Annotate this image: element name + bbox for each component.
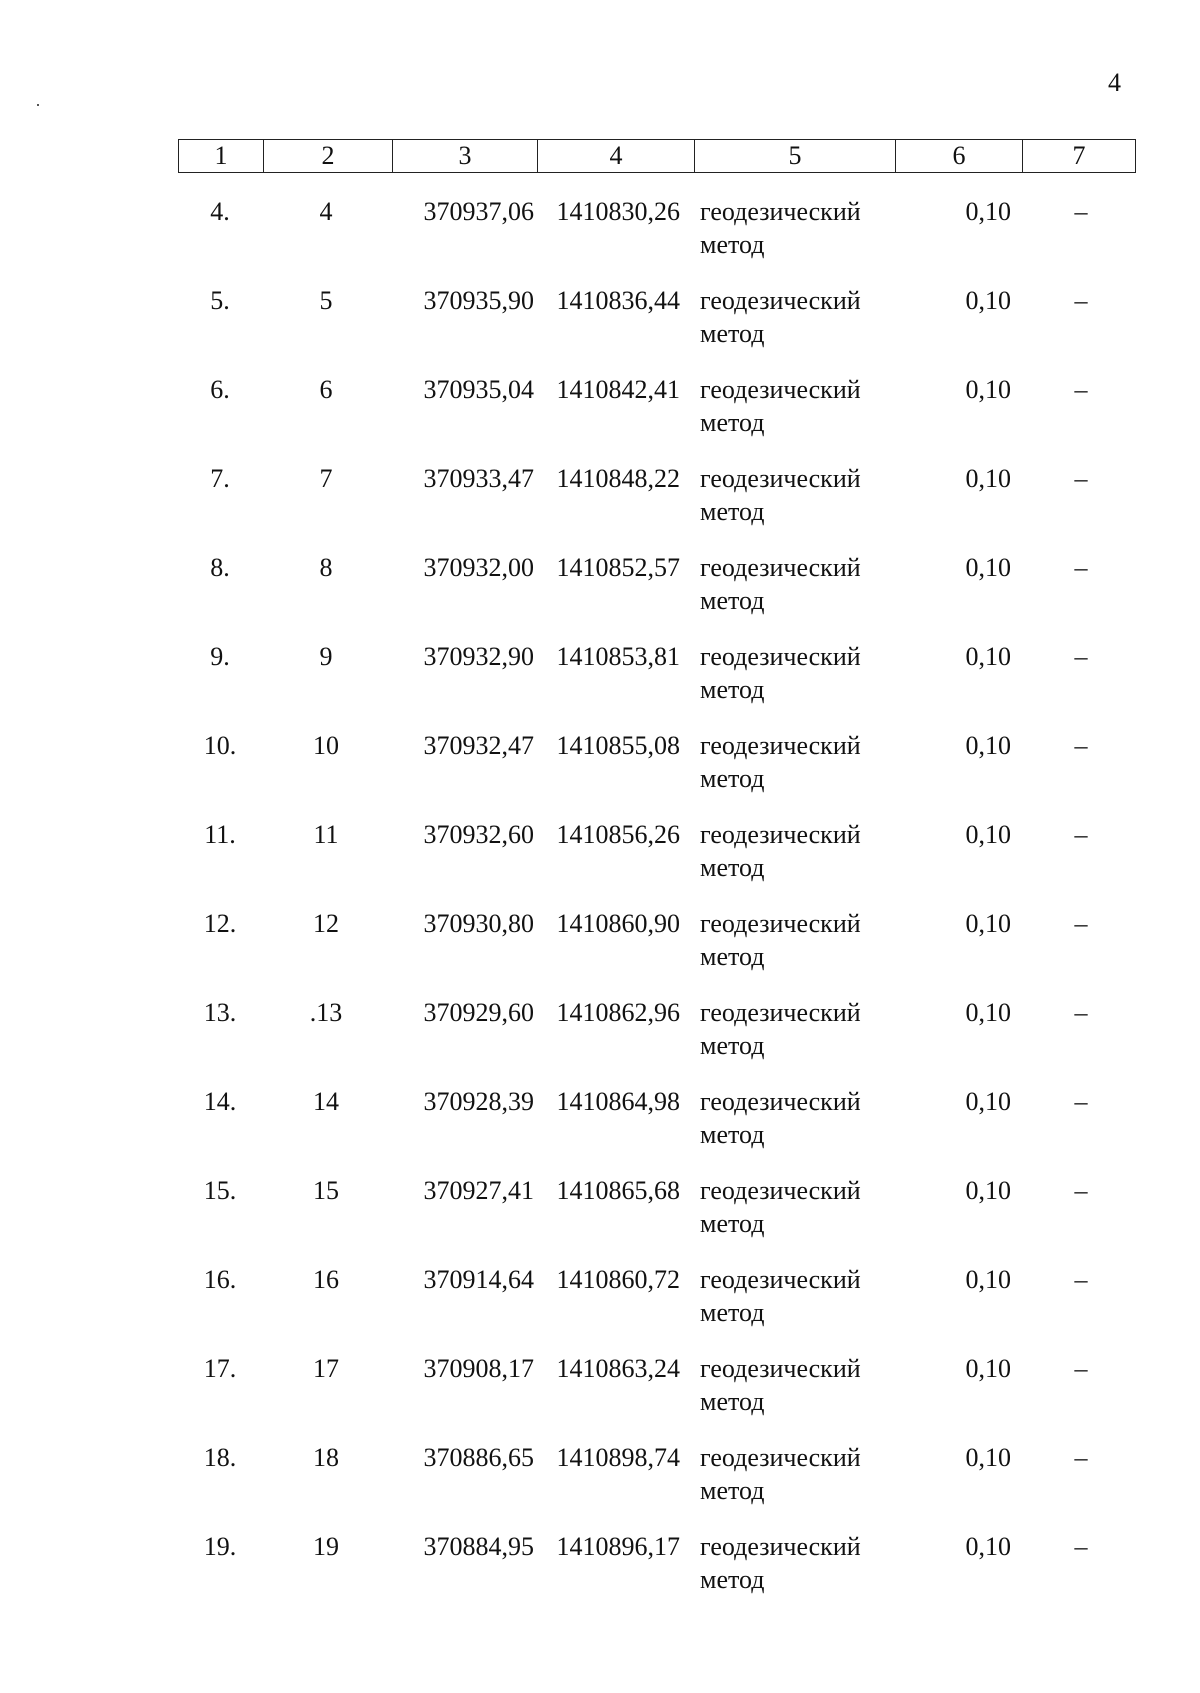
- row-number: 7.: [210, 464, 230, 493]
- accuracy-value: 0,10: [965, 464, 1011, 493]
- coordinate-x: 370933,47: [423, 464, 534, 493]
- note-cell: –: [1074, 1087, 1088, 1116]
- row-number: 16.: [203, 1265, 237, 1294]
- accuracy-value: 0,10: [965, 286, 1011, 315]
- note-cell: –: [1074, 553, 1088, 582]
- table-row: [0, 462, 1200, 551]
- coordinate-y: 1410848,22: [556, 464, 680, 493]
- accuracy-value: 0,10: [965, 375, 1011, 404]
- coordinate-y: 1410855,08: [556, 731, 680, 760]
- point-label: 5: [319, 286, 333, 315]
- coordinate-y: 1410856,26: [556, 820, 680, 849]
- row-number: 10.: [203, 731, 237, 760]
- note-cell: –: [1074, 1532, 1088, 1561]
- header-cell-7: 7: [1023, 140, 1136, 173]
- coordinate-x: 370886,65: [423, 1443, 534, 1472]
- row-number: 18.: [203, 1443, 237, 1472]
- coordinate-x: 370932,60: [423, 820, 534, 849]
- point-label: 16: [313, 1265, 339, 1294]
- point-label: 18: [313, 1443, 339, 1472]
- note-cell: –: [1074, 998, 1088, 1027]
- table-row: [0, 1352, 1200, 1441]
- coordinate-y: 1410836,44: [556, 286, 680, 315]
- coordinate-y: 1410860,72: [556, 1265, 680, 1294]
- header-cell-3: 3: [393, 140, 538, 173]
- coordinate-x: 370914,64: [423, 1265, 534, 1294]
- coordinate-y: 1410830,26: [556, 197, 680, 226]
- table-row: [0, 373, 1200, 462]
- column-number-header: [178, 139, 1136, 173]
- accuracy-value: 0,10: [965, 820, 1011, 849]
- note-cell: –: [1074, 197, 1088, 226]
- accuracy-value: 0,10: [965, 909, 1011, 938]
- row-number: 13.: [203, 998, 237, 1027]
- accuracy-value: 0,10: [965, 642, 1011, 671]
- coordinate-y: 1410842,41: [556, 375, 680, 404]
- note-cell: –: [1074, 642, 1088, 671]
- note-cell: –: [1074, 375, 1088, 404]
- header-cell-5: 5: [695, 140, 896, 173]
- determination-method: геодезический метод: [700, 553, 861, 615]
- point-label: 19: [313, 1532, 339, 1561]
- table-row: [0, 640, 1200, 729]
- accuracy-value: 0,10: [965, 998, 1011, 1027]
- point-label: 9: [319, 642, 333, 671]
- table-row: [0, 1530, 1200, 1619]
- coordinates-table-body: [0, 195, 1200, 1619]
- accuracy-value: 0,10: [965, 1532, 1011, 1561]
- determination-method: геодезический метод: [700, 375, 861, 437]
- row-number: 14.: [203, 1087, 237, 1116]
- table-row: [0, 1174, 1200, 1263]
- coordinate-x: 370908,17: [423, 1354, 534, 1383]
- header-cell-1: 1: [179, 140, 264, 173]
- note-cell: –: [1074, 286, 1088, 315]
- row-number: 9.: [210, 642, 230, 671]
- determination-method: геодезический метод: [700, 1176, 861, 1238]
- point-label: 10: [313, 731, 339, 760]
- row-number: 19.: [203, 1532, 237, 1561]
- coordinate-y: 1410860,90: [556, 909, 680, 938]
- coordinate-x: 370927,41: [423, 1176, 534, 1205]
- point-label: 12: [313, 909, 339, 938]
- coordinate-x: 370929,60: [423, 998, 534, 1027]
- row-number: 5.: [210, 286, 230, 315]
- note-cell: –: [1074, 909, 1088, 938]
- coordinate-x: 370932,47: [423, 731, 534, 760]
- point-label: 11: [313, 820, 339, 849]
- table-row: [0, 1085, 1200, 1174]
- determination-method: геодезический метод: [700, 1443, 861, 1505]
- coordinate-x: 370932,00: [423, 553, 534, 582]
- row-number: 6.: [210, 375, 230, 404]
- header-cell-4: 4: [538, 140, 695, 173]
- table-row: [0, 907, 1200, 996]
- table-row: [0, 996, 1200, 1085]
- row-number: 8.: [210, 553, 230, 582]
- coordinate-y: 1410898,74: [556, 1443, 680, 1472]
- coordinate-x: 370937,06: [423, 197, 534, 226]
- determination-method: геодезический метод: [700, 1532, 861, 1594]
- note-cell: –: [1074, 820, 1088, 849]
- determination-method: геодезический метод: [700, 998, 861, 1060]
- coordinate-x: 370935,90: [423, 286, 534, 315]
- coordinate-y: 1410865,68: [556, 1176, 680, 1205]
- accuracy-value: 0,10: [965, 1176, 1011, 1205]
- determination-method: геодезический метод: [700, 197, 861, 259]
- table-row: [0, 195, 1200, 284]
- coordinate-y: 1410852,57: [556, 553, 680, 582]
- table-row: [0, 818, 1200, 907]
- determination-method: геодезический метод: [700, 731, 861, 793]
- accuracy-value: 0,10: [965, 553, 1011, 582]
- coordinate-x: 370932,90: [423, 642, 534, 671]
- point-label: 14: [313, 1087, 339, 1116]
- determination-method: геодезический метод: [700, 1354, 861, 1416]
- point-label: 7: [319, 464, 333, 493]
- determination-method: геодезический метод: [700, 820, 861, 882]
- header-cell-2: 2: [264, 140, 393, 173]
- determination-method: геодезический метод: [700, 286, 861, 348]
- table-row: [0, 551, 1200, 640]
- scan-speck: [37, 104, 39, 106]
- accuracy-value: 0,10: [965, 1354, 1011, 1383]
- table-row: [0, 1441, 1200, 1530]
- coordinate-y: 1410864,98: [556, 1087, 680, 1116]
- point-label: 6: [319, 375, 333, 404]
- header-row: [179, 140, 1136, 173]
- header-cell-6: 6: [896, 140, 1023, 173]
- row-number: 15.: [203, 1176, 237, 1205]
- note-cell: –: [1074, 1354, 1088, 1383]
- coordinate-y: 1410896,17: [556, 1532, 680, 1561]
- determination-method: геодезический метод: [700, 1087, 861, 1149]
- note-cell: –: [1074, 1265, 1088, 1294]
- coordinate-y: 1410863,24: [556, 1354, 680, 1383]
- coordinate-x: 370884,95: [423, 1532, 534, 1561]
- accuracy-value: 0,10: [965, 1443, 1011, 1472]
- coordinate-y: 1410862,96: [556, 998, 680, 1027]
- row-number: 17.: [203, 1354, 237, 1383]
- coordinate-x: 370935,04: [423, 375, 534, 404]
- note-cell: –: [1074, 731, 1088, 760]
- note-cell: –: [1074, 464, 1088, 493]
- accuracy-value: 0,10: [965, 1087, 1011, 1116]
- point-label: 8: [319, 553, 333, 582]
- row-number: 4.: [210, 197, 230, 226]
- point-label: 17: [313, 1354, 339, 1383]
- point-label: .13: [309, 998, 343, 1027]
- coordinate-x: 370928,39: [423, 1087, 534, 1116]
- coordinate-x: 370930,80: [423, 909, 534, 938]
- table-row: [0, 284, 1200, 373]
- note-cell: –: [1074, 1443, 1088, 1472]
- accuracy-value: 0,10: [965, 197, 1011, 226]
- table-row: [0, 1263, 1200, 1352]
- accuracy-value: 0,10: [965, 1265, 1011, 1294]
- determination-method: геодезический метод: [700, 464, 861, 526]
- point-label: 15: [313, 1176, 339, 1205]
- accuracy-value: 0,10: [965, 731, 1011, 760]
- row-number: 12.: [203, 909, 237, 938]
- row-number: 11.: [204, 820, 236, 849]
- page-number: 4: [1108, 68, 1121, 97]
- determination-method: геодезический метод: [700, 642, 861, 704]
- note-cell: –: [1074, 1176, 1088, 1205]
- table-row: [0, 729, 1200, 818]
- coordinate-y: 1410853,81: [556, 642, 680, 671]
- determination-method: геодезический метод: [700, 909, 861, 971]
- point-label: 4: [319, 197, 333, 226]
- determination-method: геодезический метод: [700, 1265, 861, 1327]
